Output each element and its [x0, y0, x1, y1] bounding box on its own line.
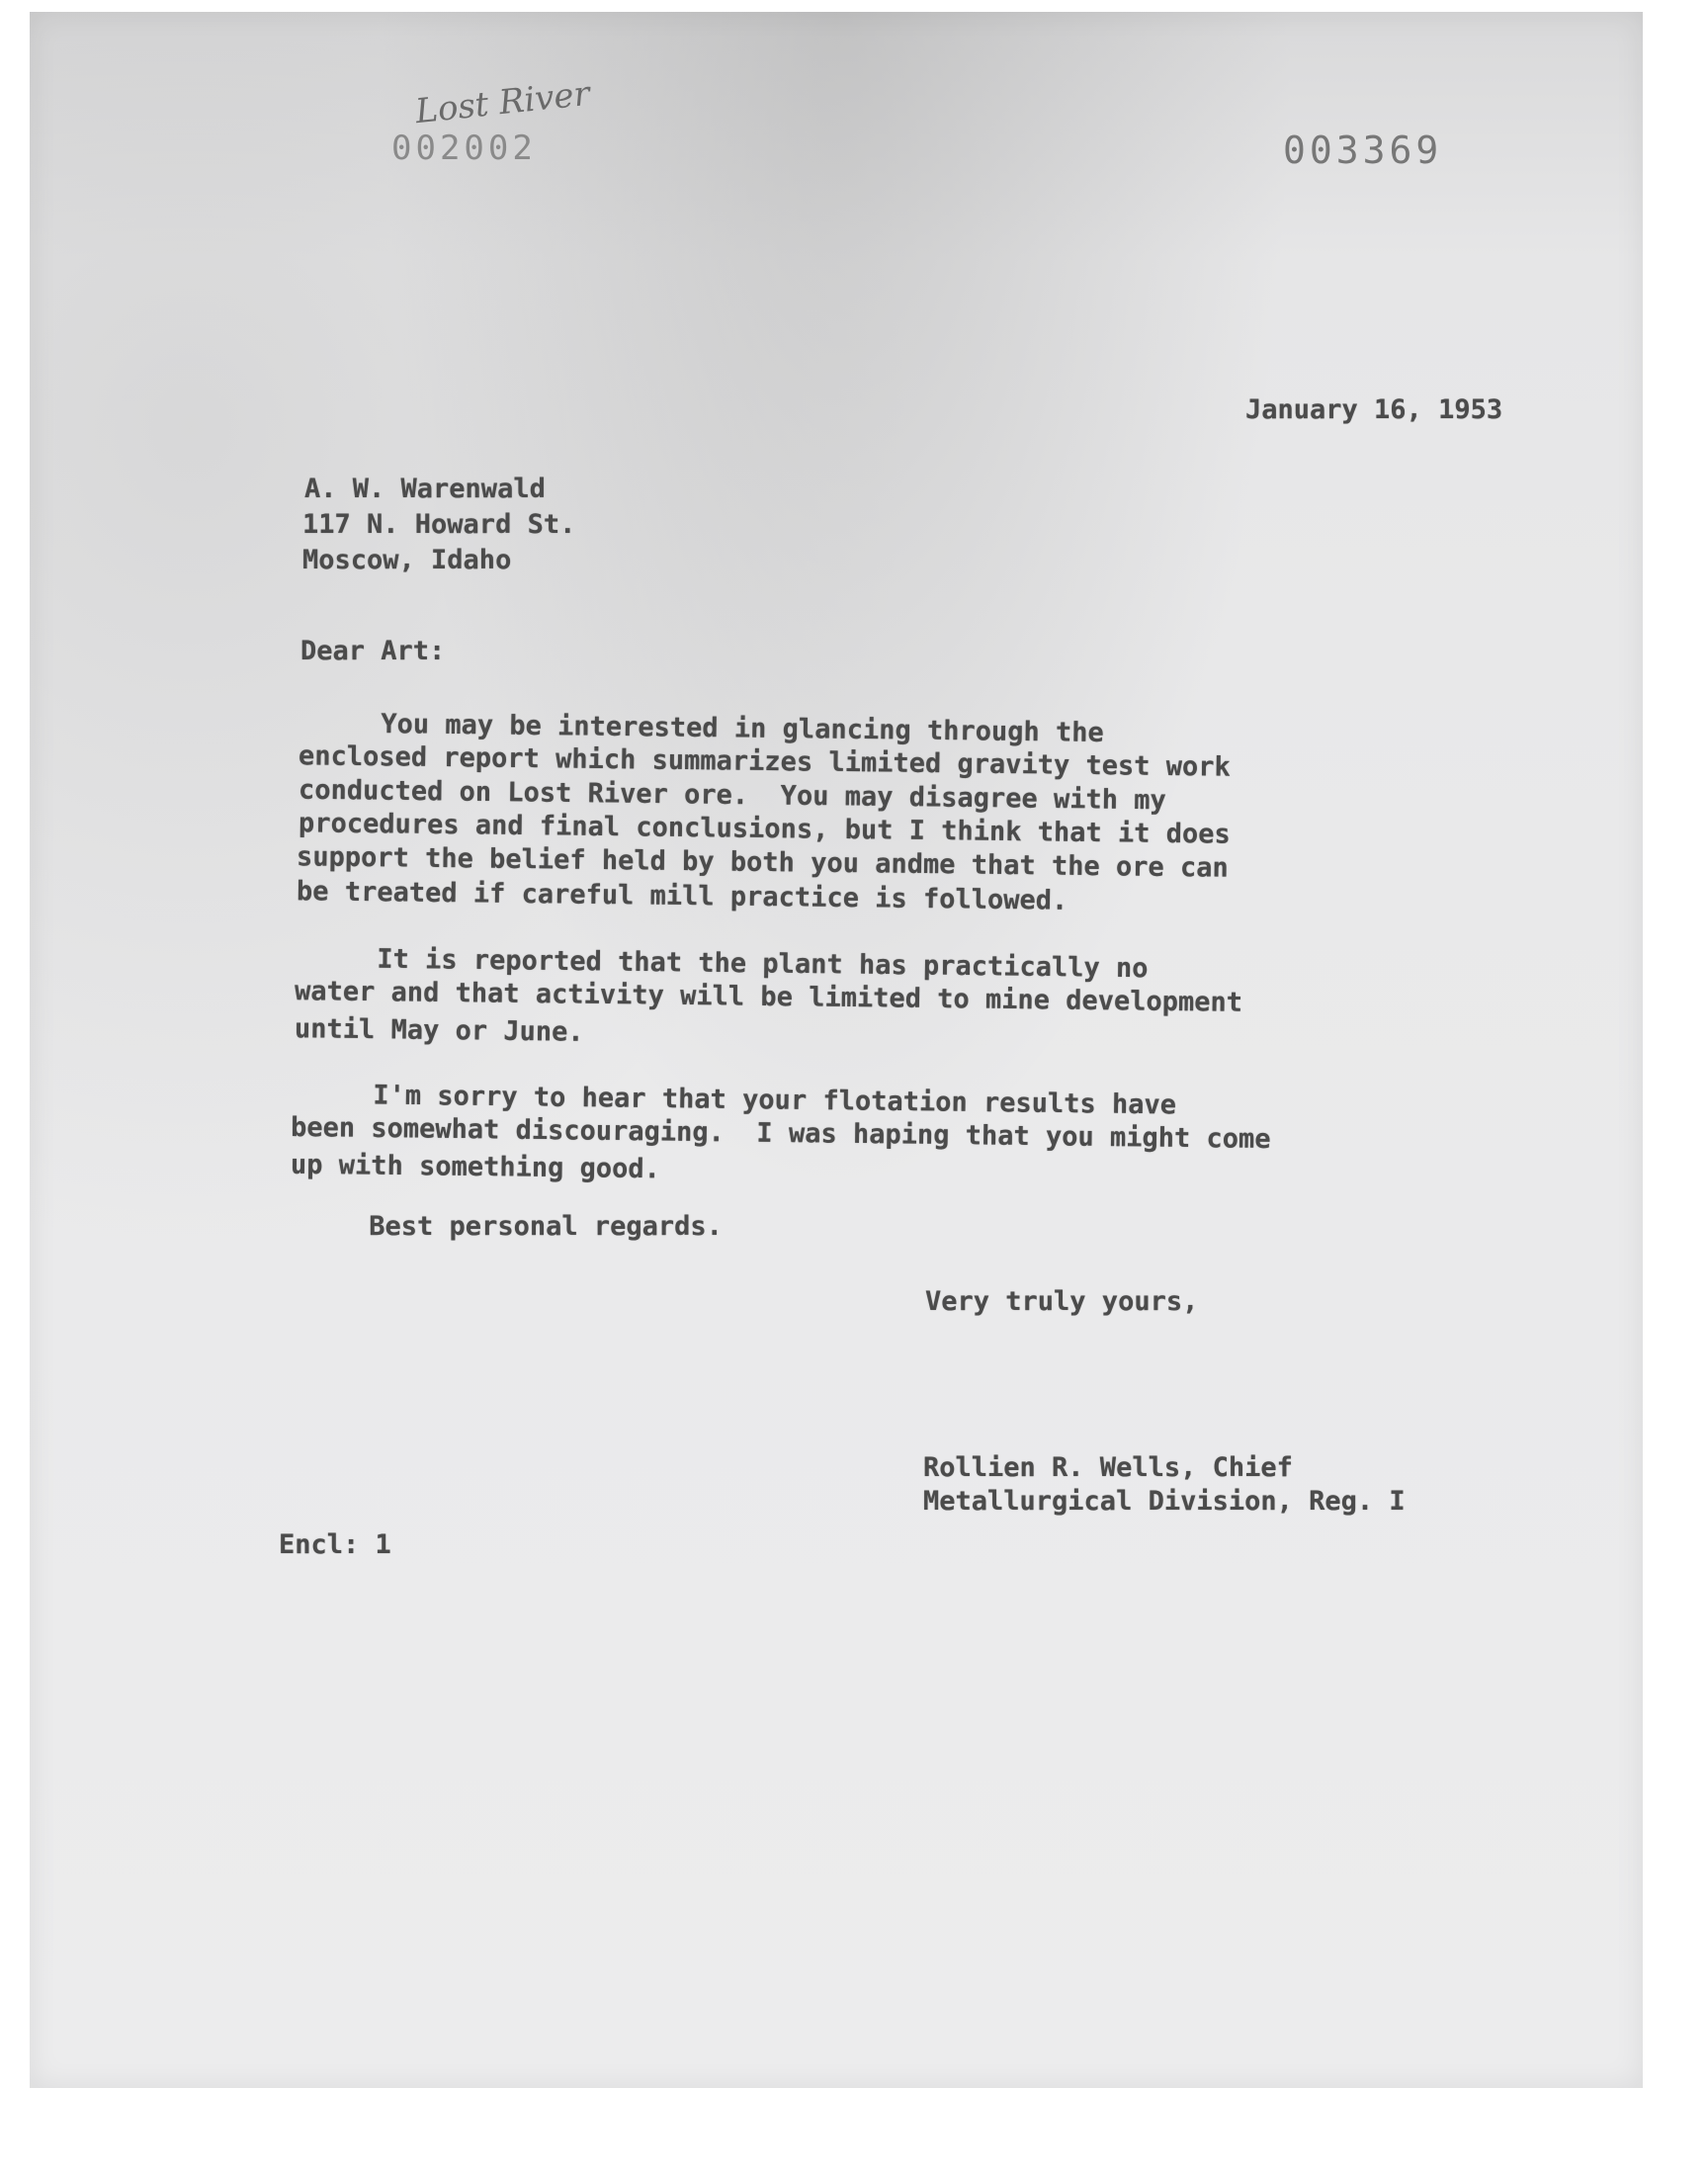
handwritten-file-mark: Lost River [413, 73, 592, 132]
paragraph-line: water and that activity will be limited to mine development [294, 976, 1243, 1018]
paragraph-line: I'm sorry to hear that your flotation results have [292, 1079, 1177, 1121]
paragraph-line: support the belief held by both you andme that the ore can [296, 841, 1229, 884]
signature-name-title: Rollien R. Wells, Chief [923, 1452, 1293, 1483]
paragraph-line: up with something good. [290, 1149, 661, 1185]
signature-division: Metallurgical Division, Reg. I [923, 1486, 1406, 1517]
file-number-stamp: 003369 [1283, 129, 1443, 172]
salutation: Dear Art: [300, 636, 446, 666]
paragraph-line: been somewhat discouraging. I was haping that you might come [290, 1111, 1271, 1156]
paragraph-line: Best personal regards. [289, 1211, 723, 1242]
paragraph-line: You may be interested in glancing through the [299, 708, 1104, 748]
paragraph-line: until May or June. [294, 1013, 584, 1048]
paragraph-line: be treated if careful mill practice is followed. [296, 876, 1068, 916]
paragraph-line: It is reported that the plant has practically no [296, 942, 1149, 985]
closing: Very truly yours, [925, 1286, 1199, 1317]
recipient-street: 117 N. Howard St. [302, 509, 576, 540]
paragraph-line: procedures and final conclusions, but I think that it does [298, 808, 1231, 850]
paragraph-line: conducted on Lost River ore. You may disagree with my [298, 774, 1166, 817]
recipient-city: Moscow, Idaho [302, 545, 512, 575]
letter-page [30, 12, 1643, 2088]
enclosure-note: Encl: 1 [279, 1529, 391, 1560]
paragraph-line: enclosed report which summarizes limited gravity test work [298, 740, 1231, 783]
file-stamp-left: 002002 [391, 129, 537, 168]
recipient-name: A. W. Warenwald [304, 474, 546, 504]
letter-date: January 16, 1953 [1245, 394, 1503, 425]
